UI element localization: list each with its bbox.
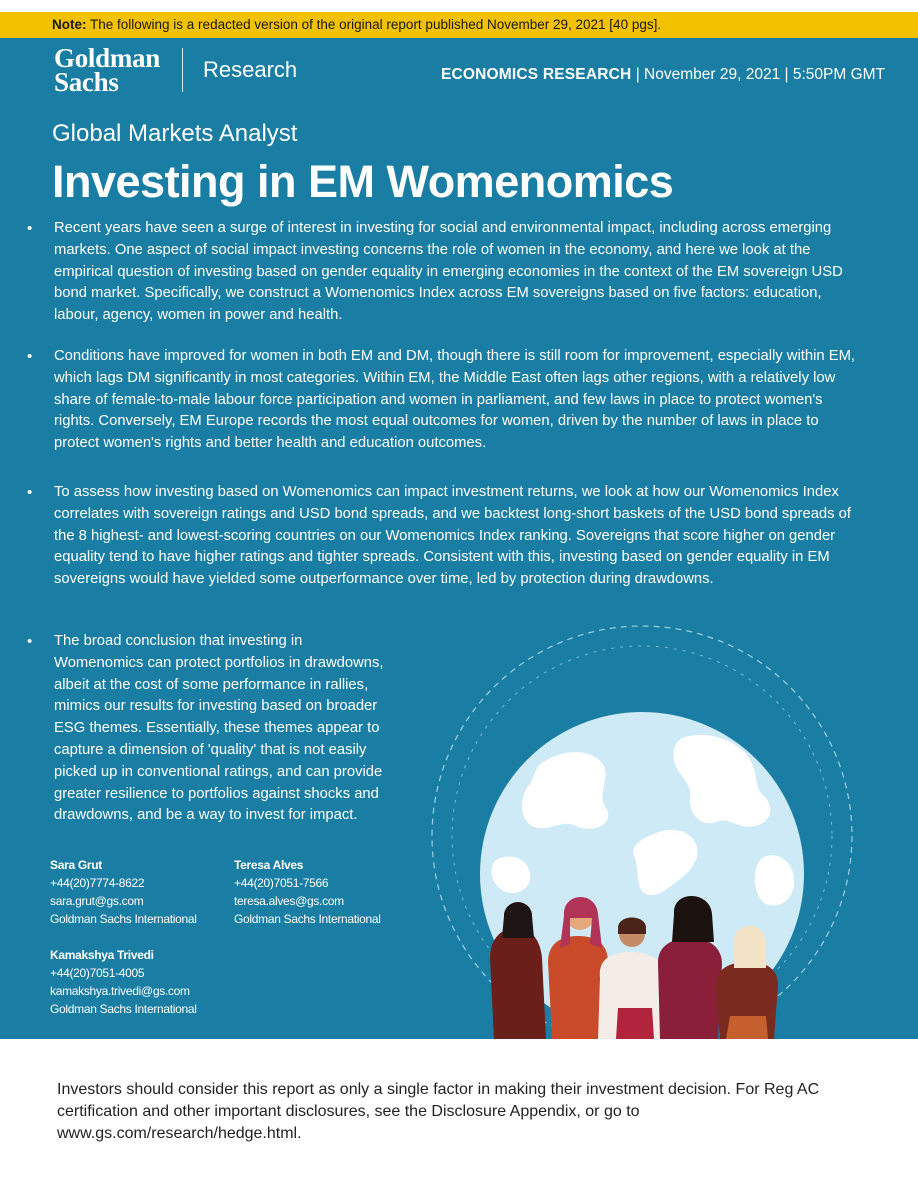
author-phone: +44(20)7051-4005 (50, 966, 145, 980)
globe-with-women-illustration (420, 598, 890, 1039)
logo-divider (182, 48, 183, 92)
author-email[interactable]: kamakshya.trivedi@gs.com (50, 984, 190, 998)
author-firm: Goldman Sachs International (234, 912, 381, 926)
author-email[interactable]: teresa.alves@gs.com (234, 894, 344, 908)
goldman-sachs-logo: Goldman Sachs (54, 43, 160, 97)
author-name: Kamakshya Trivedi (50, 948, 154, 962)
note-label: Note: (52, 17, 87, 32)
author-block (234, 856, 381, 928)
division-label: Research (203, 57, 298, 82)
summary-bullet: • Recent years have seen a surge of interest in investing for social and environmental impact, including across emerging markets. One aspect of social impact investing concerns the role of women in the economy, and here we look at the empirical question of investing based on gender equality in emerging economies in the context of the EM sovereign USD bond market. Specifically, we construct a Womenomics Index across EM sovereigns based on five factors: education, labour, agency, women in power and health. (54, 218, 866, 327)
top-margin (0, 0, 918, 12)
author-firm: Goldman Sachs International (50, 1002, 197, 1016)
author-block (50, 856, 197, 928)
author-name: Sara Grut (50, 858, 102, 872)
section-label: ECONOMICS RESEARCH (440, 66, 632, 83)
author-block (50, 946, 197, 1018)
summary-bullet: • The broad conclusion that investing in Womenomics can protect portfolios in drawdowns, albeit at the cost of some performance in rallies, mimics our results for investing based on broader ESG themes. Essentially, these themes appear to capture a dimension of 'quality' that is not easily picked up in conventional ratings, and can provide greater resilience to portfolios against shocks and drawdowns, and be a way to invest for impact. (54, 631, 384, 827)
report-date: | November 29, 2021 | 5:50PM GMT (631, 66, 885, 83)
author-name: Teresa Alves (234, 858, 304, 872)
summary-bullet: • To assess how investing based on Womenomics can impact investment returns, we look at how our Womenomics Index correlates with sovereign ratings and USD bond spreads, and we backtest long-short baskets of the USD bond spreads of the 8 highest- and lowest-scoring countries on our Womenomics Index ranking. Sovereigns that score higher on gender equality tend to have higher ratings and tighter spreads. Consistent with this, investing based on gender equality in EM sovereigns would have yielded some outperformance over time, led by protection during drawdowns. (54, 482, 866, 591)
author-phone: +44(20)7774-8622 (50, 876, 145, 890)
author-email[interactable]: sara.grut@gs.com (50, 894, 144, 908)
cover-panel (0, 38, 918, 1039)
summary-bullet: • Conditions have improved for women in both EM and DM, though there is still room for improvement, especially within EM, which lags DM significantly in most categories. Within EM, the Middle East often lags other regions, with a relatively low share of female-to-male labour force participation and women in parliament, and few laws in place to protect women's rights. Conversely, EM Europe records the most equal outcomes for women, driven by the number of laws in place to protect women's rights and better health and education outcomes. (54, 346, 866, 455)
author-firm: Goldman Sachs International (50, 912, 197, 926)
series-title: Global Markets Analyst (52, 120, 298, 147)
report-dateline (441, 66, 885, 84)
author-phone: +44(20)7051-7566 (234, 876, 329, 890)
note-text: The following is a redacted version of the original report published November 29, 2021 [40 pgs]. (86, 17, 662, 32)
disclosure-footer: Investors should consider this report as only a single factor in making their investment decision. For Reg AC certification and other important disclosures, see the Disclosure Appendix, or go to www.gs.com/research/hedge.html. (57, 1081, 820, 1142)
redaction-note-bar (0, 12, 918, 38)
report-title: Investing in EM Womenomics (52, 156, 674, 207)
